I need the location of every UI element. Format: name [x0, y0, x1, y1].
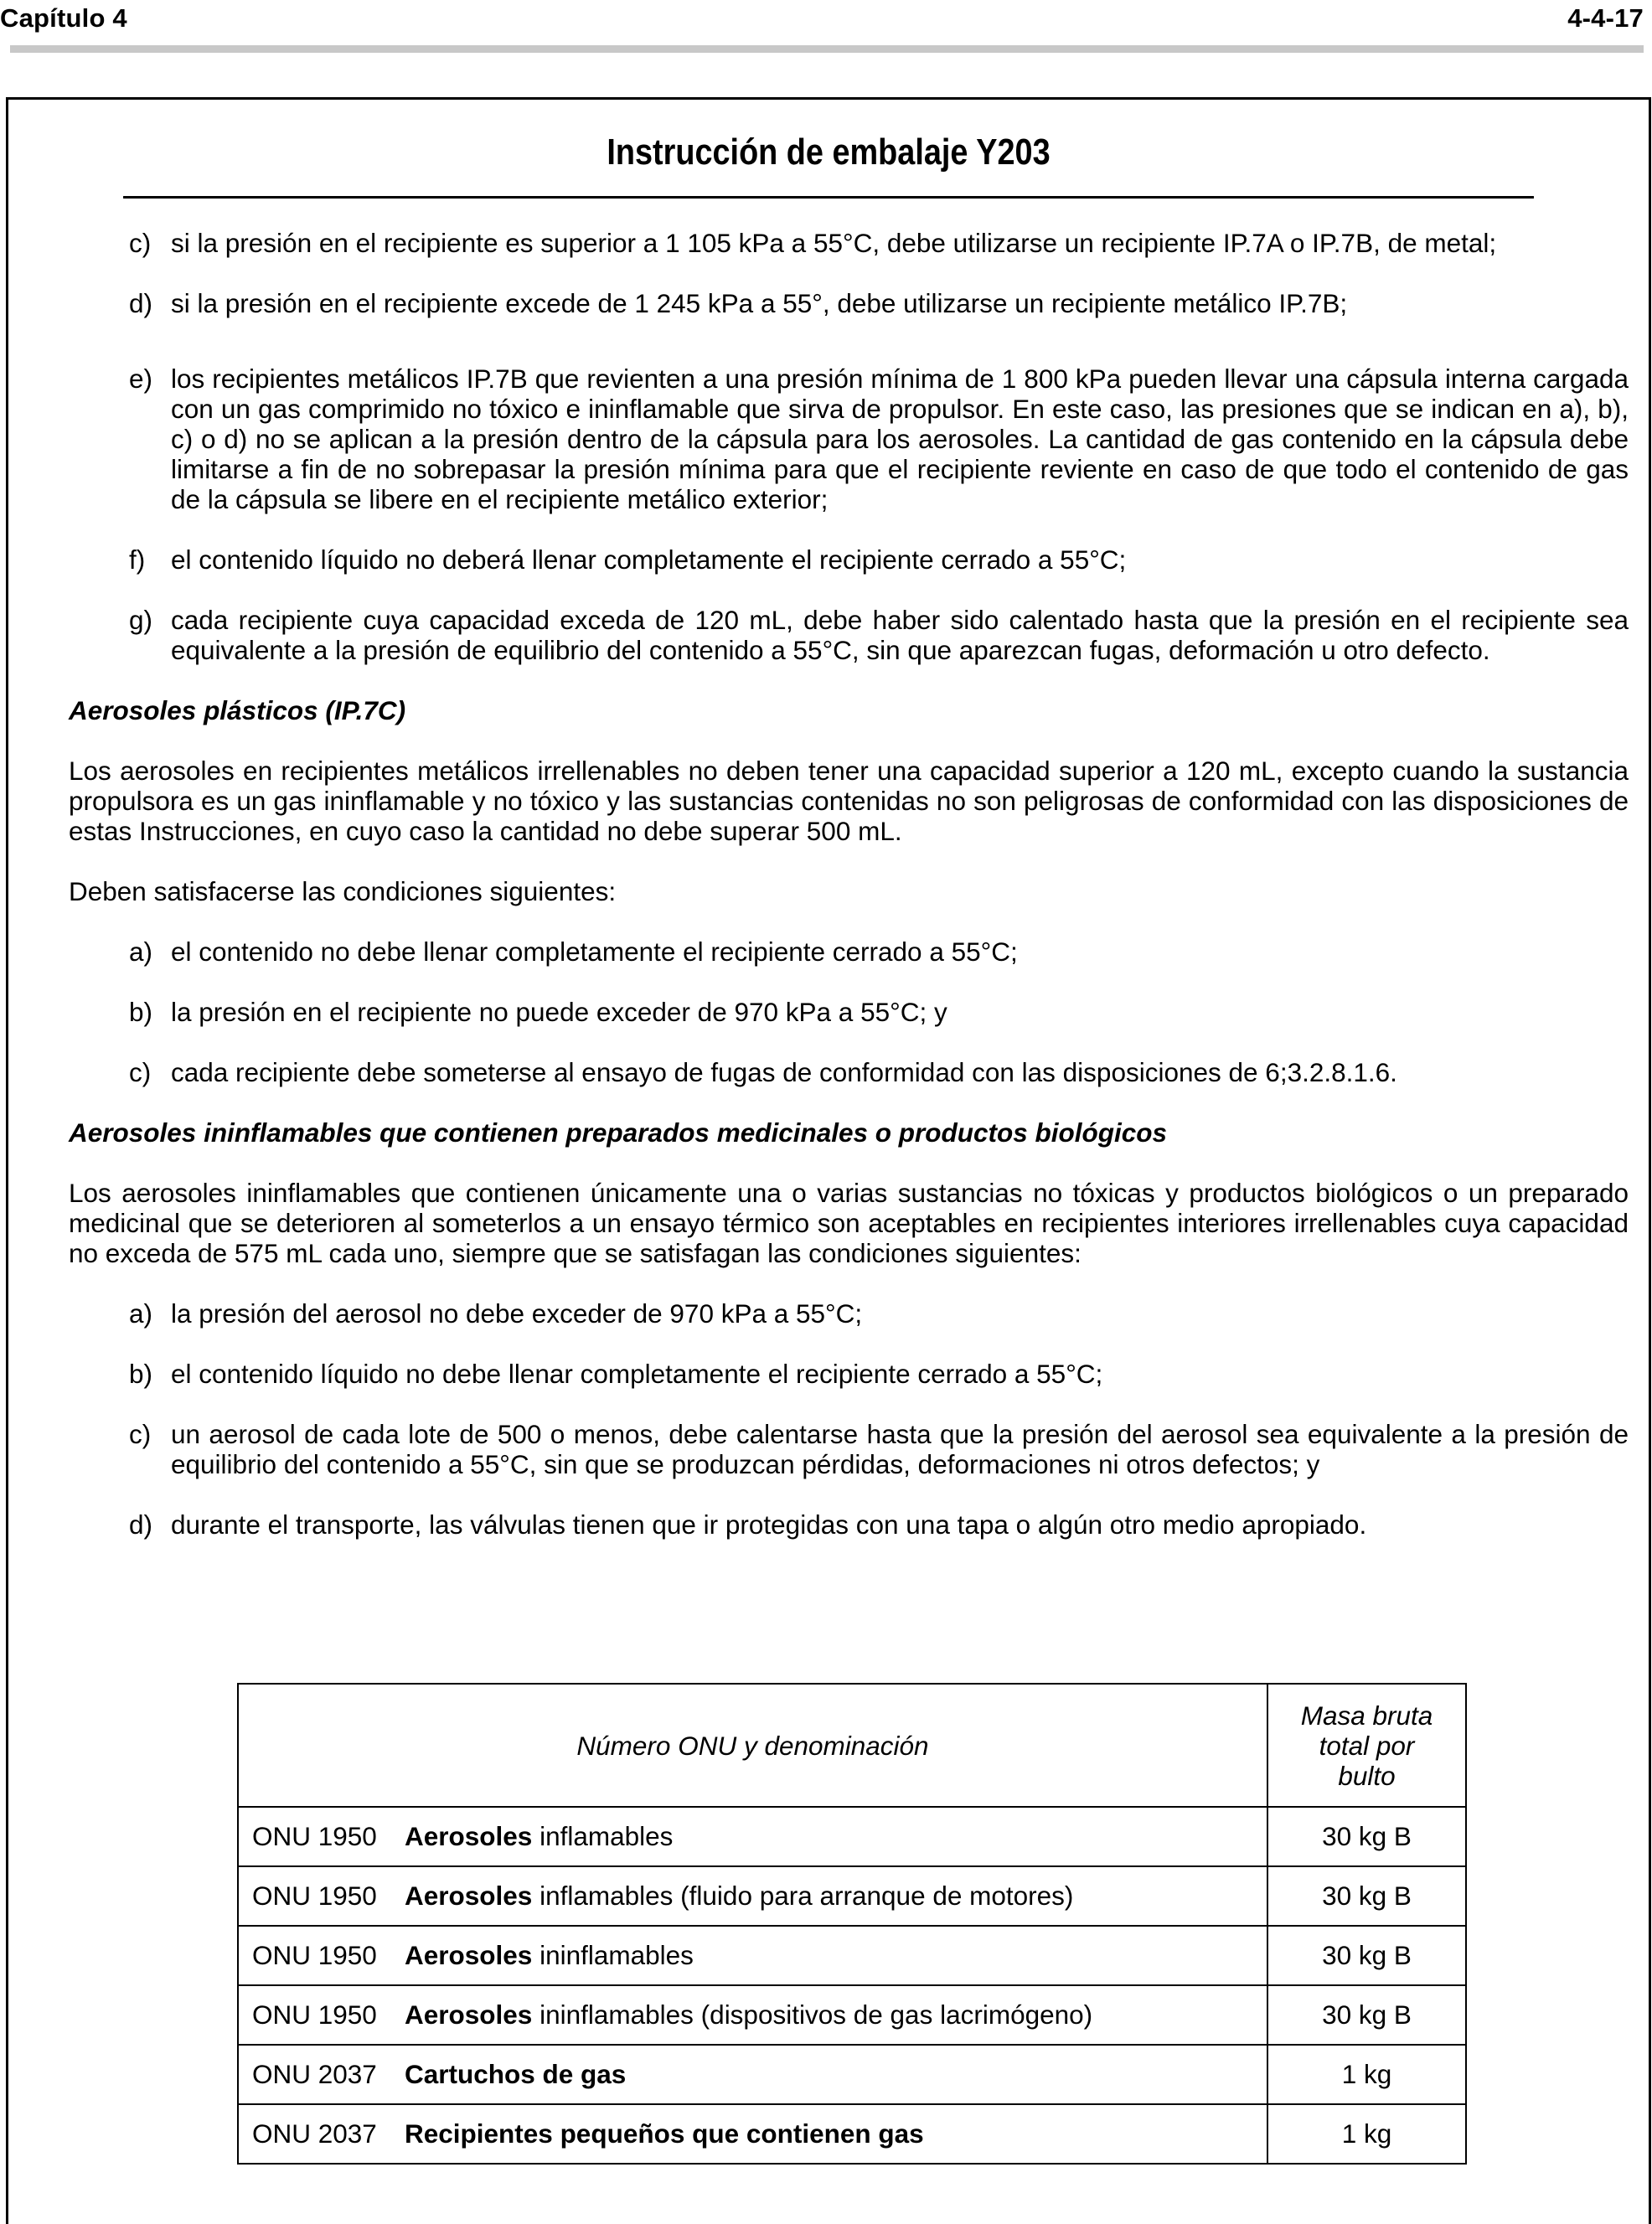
- item-text: si la presión en el recipiente excede de 1 245 kPa a 55°, debe utilizarse un recipiente metálico IP.7B;: [171, 288, 1348, 318]
- entry-qualifier: ininflamables (dispositivos de gas lacrimógeno): [532, 2000, 1093, 2030]
- item-letter: a): [129, 937, 153, 967]
- entry-name: Cartuchos de gas: [405, 2059, 627, 2089]
- item-letter: e): [129, 364, 153, 394]
- item-letter: c): [129, 1057, 152, 1087]
- un-number: ONU 1950: [252, 1940, 377, 1970]
- un-name-cell: [238, 1866, 1267, 1926]
- paragraph: Los aerosoles en recipientes metálicos irrellenables no deben tener una capacidad superior a 120 mL, excepto cuando la sustancia propulsora es un gas ininflamable y no tóxico y las sustancias contenidas no son peligrosas de conformidad con las disposiciones de estas Instrucciones, en cuyo caso la cantidad no debe superar 500 mL.: [69, 756, 1629, 846]
- table-row: [238, 1866, 1466, 1926]
- section-heading: Aerosoles ininflamables que contienen preparados medicinales o productos biológicos: [69, 1117, 1168, 1148]
- paragraph: Los aerosoles ininflamables que contienen únicamente una o varias sustancias no tóxicas y productos biológicos o un preparado medicinal que se deterioren al someterlos a un ensayo térmico son aceptables en recipientes interiores irrellenables cuya capacidad no exceda de 575 mL cada uno, siempre que se satisfagan las condiciones siguientes:: [69, 1178, 1629, 1268]
- un-mass-table: [237, 1683, 1467, 2165]
- list-item: [69, 937, 1629, 967]
- un-number: ONU 1950: [252, 1821, 377, 1851]
- table-header-row: [238, 1684, 1466, 1807]
- table-row: [238, 2045, 1466, 2104]
- list-item: [69, 228, 1629, 258]
- entry-qualifier: inflamables: [532, 1821, 674, 1851]
- list-item: [69, 1298, 1629, 1329]
- entry-name: Aerosoles: [405, 1821, 533, 1851]
- item-text: si la presión en el recipiente es superior a 1 105 kPa a 55°C, debe utilizarse un recipiente IP.7A o IP.7B, de metal;: [171, 228, 1497, 258]
- header-gross-mass: Masa bruta total por bulto: [1267, 1684, 1466, 1807]
- item-text: el contenido líquido no debe llenar completamente el recipiente cerrado a 55°C;: [171, 1359, 1103, 1389]
- item-letter: c): [129, 228, 152, 258]
- instruction-body: [69, 228, 1629, 1540]
- instruction-title: Instrucción de embalaje Y203: [123, 100, 1534, 199]
- chapter-label: Capítulo 4: [0, 3, 127, 33]
- entry-name: Recipientes pequeños que contienen gas: [405, 2118, 924, 2149]
- list-item: [69, 997, 1629, 1027]
- item-letter: b): [129, 997, 153, 1027]
- list-item: [69, 544, 1629, 575]
- entry-name: Aerosoles: [405, 1940, 533, 1970]
- item-text: la presión en el recipiente no puede exceder de 970 kPa a 55°C; y: [171, 997, 947, 1027]
- item-letter: c): [129, 1419, 152, 1449]
- list-item: [69, 364, 1629, 514]
- mass-cell: 30 kg B: [1267, 1807, 1466, 1866]
- list-item: [69, 1057, 1629, 1087]
- mass-cell: 1 kg: [1267, 2104, 1466, 2164]
- un-name-cell: [238, 2104, 1267, 2164]
- item-text: los recipientes metálicos IP.7B que revienten a una presión mínima de 1 800 kPa pueden llevar una cápsula interna cargada con un gas comprimido no tóxico e ininflamable que sirva de propulsor. En este caso, las presiones que se indican en a), b), c) o d) no se aplican a la presión dentro de la cápsula para los aerosoles. La cantidad de gas contenido en la cápsula debe limitarse a fin de no sobrepasar la presión mínima para que el recipiente reviente en caso de que todo el contenido de gas de la cápsula se libere en el recipiente metálico exterior;: [171, 364, 1629, 514]
- item-text: cada recipiente debe someterse al ensayo de fugas de conformidad con las disposiciones de 6;3.2.8.1.6.: [171, 1057, 1397, 1087]
- list-item: [69, 1359, 1629, 1389]
- page-number: 4-4-17: [1567, 3, 1644, 33]
- list-item: [69, 605, 1629, 665]
- item-text: cada recipiente cuya capacidad exceda de 120 mL, debe haber sido calentado hasta que la presión en el recipiente sea equivalente a la presión de equilibrio del contenido a 55°C, sin que aparezcan fugas, deformación u otro defecto.: [171, 605, 1629, 665]
- table-row: [238, 2104, 1466, 2164]
- header-un-name: Número ONU y denominación: [238, 1684, 1267, 1807]
- table-row: [238, 1807, 1466, 1866]
- list-item: [69, 1419, 1629, 1479]
- item-text: el contenido líquido no deberá llenar completamente el recipiente cerrado a 55°C;: [171, 544, 1127, 575]
- list-item: [69, 1509, 1629, 1540]
- un-name-cell: [238, 1926, 1267, 1985]
- un-number: ONU 2037: [252, 2059, 377, 2089]
- item-letter: f): [129, 544, 146, 575]
- running-header: [0, 0, 1652, 54]
- item-letter: a): [129, 1298, 153, 1329]
- mass-cell: 1 kg: [1267, 2045, 1466, 2104]
- item-letter: d): [129, 288, 153, 318]
- un-number: ONU 1950: [252, 1881, 377, 1911]
- un-name-cell: [238, 1985, 1267, 2045]
- section-heading: Aerosoles plásticos (IP.7C): [69, 695, 406, 725]
- entry-name: Aerosoles: [405, 1881, 533, 1911]
- item-letter: d): [129, 1509, 153, 1540]
- item-text: un aerosol de cada lote de 500 o menos, debe calentarse hasta que la presión del aerosol sea equivalente a la presión de equilibrio del contenido a 55°C, sin que se produzcan pérdidas, deformaciones ni otros defectos; y: [171, 1419, 1629, 1479]
- item-text: durante el transporte, las válvulas tienen que ir protegidas con una tapa o algún otro medio apropiado.: [171, 1509, 1367, 1540]
- mass-cell: 30 kg B: [1267, 1985, 1466, 2045]
- mass-cell: 30 kg B: [1267, 1866, 1466, 1926]
- un-number: ONU 1950: [252, 2000, 377, 2030]
- un-number: ONU 2037: [252, 2118, 377, 2149]
- item-text: el contenido no debe llenar completamente el recipiente cerrado a 55°C;: [171, 937, 1018, 967]
- mass-cell: 30 kg B: [1267, 1926, 1466, 1985]
- item-letter: b): [129, 1359, 153, 1389]
- paragraph: Deben satisfacerse las condiciones siguientes:: [69, 876, 617, 906]
- un-name-cell: [238, 2045, 1267, 2104]
- un-name-cell: [238, 1807, 1267, 1866]
- table-row: [238, 1985, 1466, 2045]
- header-rule: [10, 45, 1644, 53]
- table-row: [238, 1926, 1466, 1985]
- entry-name: Aerosoles: [405, 2000, 533, 2030]
- list-item: [69, 288, 1629, 318]
- item-text: la presión del aerosol no debe exceder de 970 kPa a 55°C;: [171, 1298, 863, 1329]
- entry-qualifier: inflamables (fluido para arranque de motores): [532, 1881, 1074, 1911]
- entry-qualifier: ininflamables: [532, 1940, 694, 1970]
- item-letter: g): [129, 605, 153, 635]
